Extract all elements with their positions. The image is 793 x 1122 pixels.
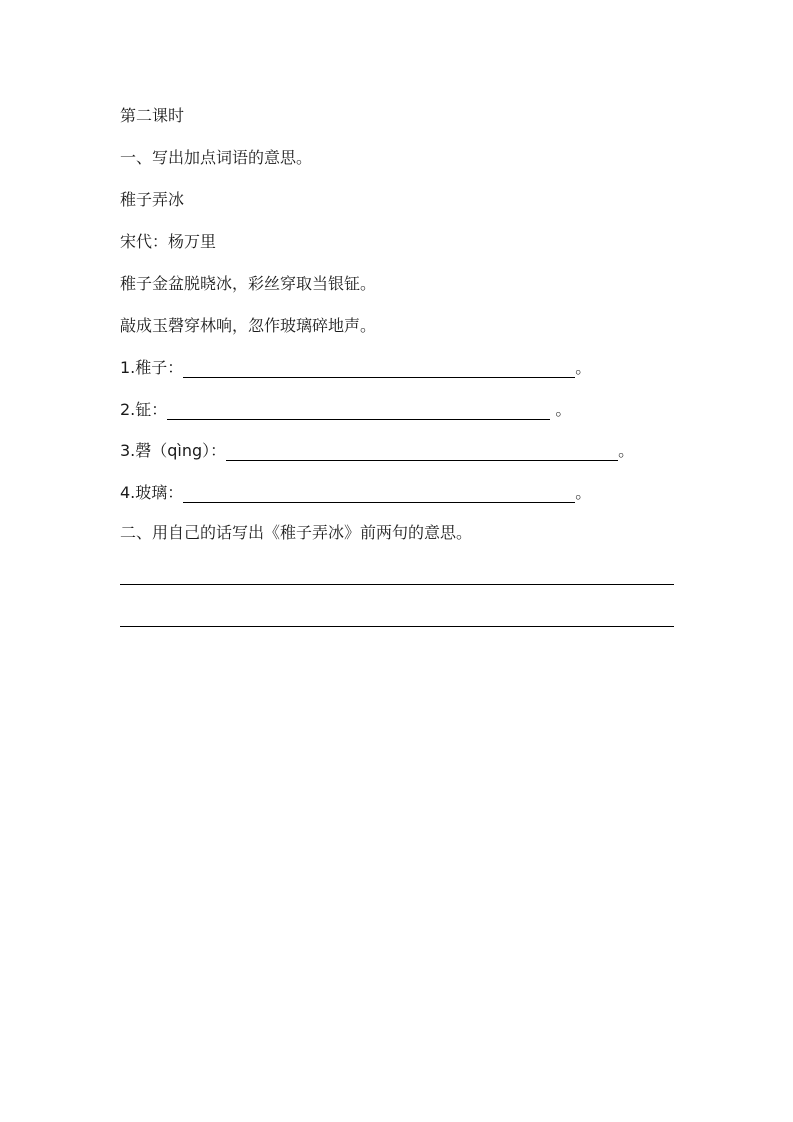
question-item-2 — [120, 400, 571, 420]
question-item-4 — [120, 483, 591, 503]
section1-heading: 一、写出加点词语的意思。 — [120, 148, 313, 167]
question-end: 。 — [618, 441, 635, 460]
poem-author: 宋代：杨万里 — [120, 232, 217, 251]
question-end: 。 — [575, 358, 592, 377]
question-label: 4.玻璃： — [120, 483, 184, 502]
poem-title: 稚子弄冰 — [120, 190, 185, 209]
lesson-title: 第二课时 — [120, 106, 185, 125]
answer-blank[interactable] — [183, 485, 575, 503]
answer-blank[interactable] — [167, 402, 550, 420]
question-item-3 — [120, 441, 634, 461]
section2-heading: 二、用自己的话写出《稚子弄冰》前两句的意思。 — [120, 523, 473, 542]
question-label: 2.钲： — [120, 400, 168, 419]
question-label: 3.磬（qìng）： — [120, 441, 227, 460]
poem-line-1: 稚子金盆脱晓冰，彩丝穿取当银钲。 — [120, 274, 377, 293]
answer-line-2[interactable] — [120, 626, 674, 627]
answer-blank[interactable] — [183, 360, 575, 378]
question-label: 1.稚子： — [120, 358, 184, 377]
answer-line-1[interactable] — [120, 584, 674, 585]
question-end: 。 — [550, 400, 572, 419]
question-item-1 — [120, 358, 591, 378]
answer-blank[interactable] — [226, 443, 618, 461]
poem-line-2: 敲成玉磬穿林响，忽作玻璃碎地声。 — [120, 316, 377, 335]
question-end: 。 — [575, 483, 592, 502]
